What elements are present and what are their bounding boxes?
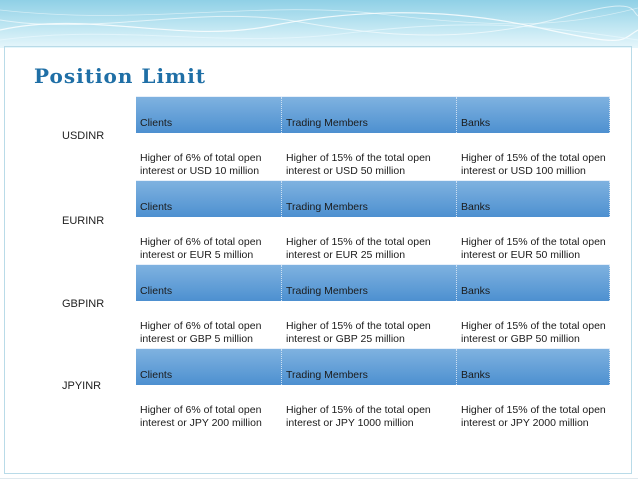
cell-clients: Higher of 6% of total open interest or JPY 200 million xyxy=(140,404,262,429)
header-clients: Clients xyxy=(136,349,282,385)
pair-label-jpyinr: JPYINR xyxy=(62,380,102,392)
header-banks: Banks xyxy=(457,181,610,217)
table-header-row xyxy=(136,96,610,133)
table-row xyxy=(136,217,610,264)
cell-clients: Higher of 6% of total open interest or GBP 5 million xyxy=(140,320,262,345)
table-header-row xyxy=(136,348,610,385)
pair-label-eurinr: EURINR xyxy=(62,215,105,227)
header-banks: Banks xyxy=(457,97,610,133)
header-banks: Banks xyxy=(457,349,610,385)
pair-label-gbpinr: GBPINR xyxy=(62,298,105,310)
cell-clients: Higher of 6% of total open interest or USD 10 million xyxy=(140,152,262,177)
table-header-row xyxy=(136,180,610,217)
cell-clients: Higher of 6% of total open interest or EUR 5 million xyxy=(140,236,262,261)
pair-label-usdinr: USDINR xyxy=(62,130,105,142)
cell-trading-members: Higher of 15% of the total open interest or GBP 25 million xyxy=(286,320,431,345)
cell-banks: Higher of 15% of the total open interest or GBP 50 million xyxy=(461,320,606,345)
page-title: Position Limit xyxy=(34,64,207,88)
header-clients: Clients xyxy=(136,265,282,301)
cell-trading-members: Higher of 15% of the total open interest or USD 50 million xyxy=(286,152,431,177)
header-banks: Banks xyxy=(457,265,610,301)
header-trading-members: Trading Members xyxy=(282,181,457,217)
cell-trading-members: Higher of 15% of the total open interest or EUR 25 million xyxy=(286,236,431,261)
table-row xyxy=(136,301,610,348)
wave-pattern-icon xyxy=(0,0,638,48)
decorative-wave-band xyxy=(0,0,638,48)
cell-trading-members: Higher of 15% of the total open interest or JPY 1000 million xyxy=(286,404,431,429)
position-limit-table xyxy=(136,96,610,432)
cell-banks: Higher of 15% of the total open interest or USD 100 million xyxy=(461,152,606,177)
header-trading-members: Trading Members xyxy=(282,349,457,385)
header-trading-members: Trading Members xyxy=(282,97,457,133)
table-header-row xyxy=(136,264,610,301)
table-row xyxy=(136,385,610,432)
header-clients: Clients xyxy=(136,181,282,217)
table-row xyxy=(136,133,610,180)
header-trading-members: Trading Members xyxy=(282,265,457,301)
header-clients: Clients xyxy=(136,97,282,133)
cell-banks: Higher of 15% of the total open interest or JPY 2000 million xyxy=(461,404,606,429)
cell-banks: Higher of 15% of the total open interest or EUR 50 million xyxy=(461,236,606,261)
